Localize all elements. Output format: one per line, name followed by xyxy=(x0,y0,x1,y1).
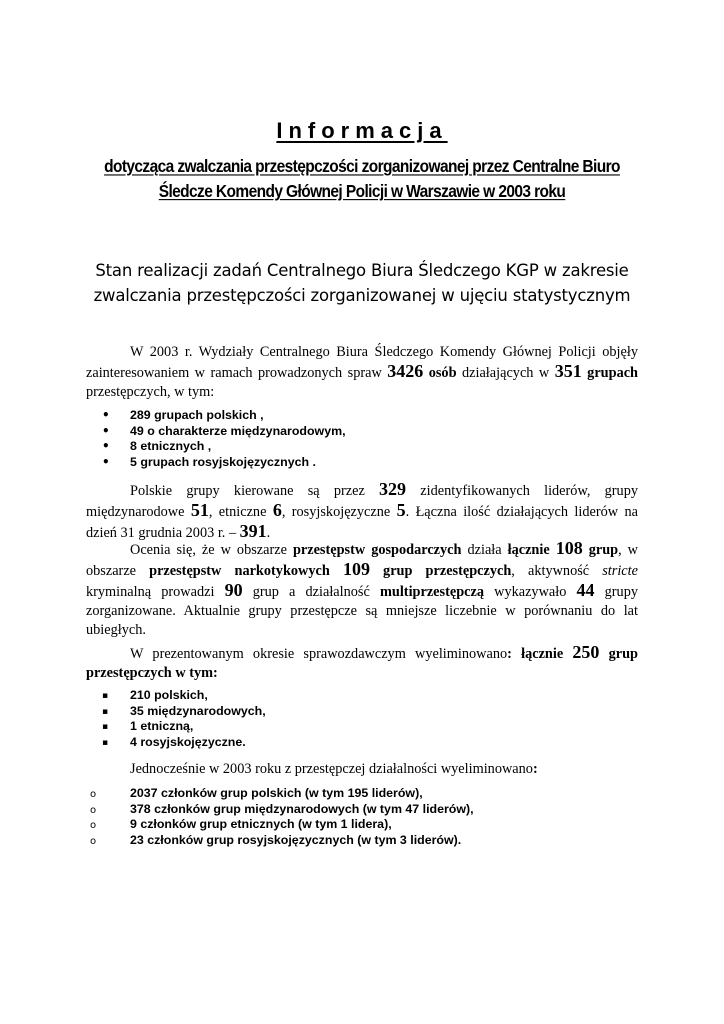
bullet-icon: • xyxy=(102,408,110,422)
list-item xyxy=(86,704,646,720)
text-bold: grup przestępczych xyxy=(369,563,512,579)
text: . xyxy=(266,525,271,541)
number: 90 xyxy=(224,580,243,600)
list-item-text: 23 członków grup rosyjskojęzycznych (w tym 3 liderów). xyxy=(130,833,462,848)
list-item-text: 35 międzynarodowych, xyxy=(130,703,266,718)
list-item xyxy=(86,802,646,818)
list-item-text: 378 członków grup międzynarodowych (w tym 47 liderów), xyxy=(130,801,474,816)
text: W prezentowanym okresie sprawozdawczym wyeliminowano xyxy=(130,646,508,662)
list-item-text: 2037 członków grup polskich (w tym 195 liderów), xyxy=(130,786,423,800)
list-item xyxy=(86,455,646,471)
text: przestępczych, w tym: xyxy=(86,384,215,400)
number: 51 xyxy=(190,500,209,520)
square-bullet-icon: ▪ xyxy=(102,722,109,733)
list-item-text: 8 etnicznych , xyxy=(130,439,212,454)
number: 250 xyxy=(572,642,600,662)
number: 391 xyxy=(239,521,267,541)
section-title-line-2: zwalczania przestępczości zorganizowanej w ujęciu statystycznym xyxy=(93,286,631,305)
list-item xyxy=(86,735,646,751)
list-item xyxy=(86,786,646,802)
text-bold: przestępstw narkotykowych xyxy=(149,563,330,579)
bullet-icon: • xyxy=(102,439,110,454)
number-groups: 351 xyxy=(554,361,582,381)
paragraph-eliminated-groups xyxy=(86,643,638,683)
list-item xyxy=(86,424,646,440)
text: zidentyfikowanych liderów, grupy międzynarodowe xyxy=(86,483,639,520)
list-item-text: 1 etniczną, xyxy=(130,719,194,734)
group-list-2003 xyxy=(86,408,646,471)
number: 6 xyxy=(272,500,282,520)
circle-bullet-icon: o xyxy=(90,836,97,848)
list-item-text: 289 grupach polskich , xyxy=(130,408,264,422)
number: 109 xyxy=(342,559,370,579)
paragraph-intro xyxy=(86,343,638,402)
section-title xyxy=(60,258,664,308)
text-bold: osób xyxy=(423,365,457,381)
list-item-text: 5 grupach rosyjskojęzycznych . xyxy=(130,455,316,470)
circle-bullet-icon: o xyxy=(90,804,97,816)
list-item xyxy=(86,408,646,424)
list-item xyxy=(86,817,646,833)
text-bold: łącznie xyxy=(507,542,550,558)
number-persons: 3426 xyxy=(387,361,424,381)
text: wykazywało xyxy=(483,584,577,600)
text-bold: multiprzestępczą xyxy=(379,584,484,600)
circle-bullet-icon: o xyxy=(90,789,97,800)
text: grup a działalność xyxy=(242,584,380,600)
subtitle-line-1: dotycząca zwalczania przestępczości zorganizowanej przez Centralne Biuro xyxy=(104,157,620,177)
text: Polskie grupy kierowane są przez xyxy=(130,483,380,499)
text: działa xyxy=(461,542,508,558)
number: 108 xyxy=(555,538,583,558)
document-subtitle xyxy=(90,155,634,204)
text-bold: : xyxy=(532,761,538,777)
number: 44 xyxy=(576,580,595,600)
paragraph-areas xyxy=(86,539,638,640)
number: 5 xyxy=(396,500,406,520)
list-item-text: 9 członków grup etnicznych (w tym 1 lidera), xyxy=(130,817,392,832)
text: , w obszarze xyxy=(86,542,638,579)
text: kryminalną prowadzi xyxy=(86,584,225,600)
subtitle-line-2: Śledcze Komendy Głównej Policji w Warszawie w 2003 roku xyxy=(158,182,566,202)
paragraph-leaders xyxy=(86,480,638,543)
text-bold: grup xyxy=(582,542,619,558)
text-bold: przestępstw gospodarczych xyxy=(292,542,462,558)
text: W 2003 r. Wydziały Centralnego Biura Śledczego Komendy Głównej Policji objęły zainteresowaniem w ramach prowadzonych spraw xyxy=(86,344,638,381)
list-item-text: 4 rosyjskojęzyczne. xyxy=(130,735,246,750)
list-item xyxy=(86,439,646,455)
square-bullet-icon: ▪ xyxy=(102,738,109,749)
text: , rosyjskojęzyczne xyxy=(281,504,397,520)
paragraph-eliminated-members xyxy=(86,760,638,779)
text: Jednocześnie w 2003 roku z przestępczej działalności wyeliminowano xyxy=(130,761,533,777)
list-item xyxy=(86,719,646,735)
square-bullet-icon: ▪ xyxy=(102,706,109,717)
text-bold: grupach xyxy=(581,365,639,381)
square-bullet-icon: ▪ xyxy=(102,691,109,701)
circle-bullet-icon: o xyxy=(90,820,97,832)
text: działających w xyxy=(456,365,555,381)
text-italic: stricte xyxy=(602,563,638,579)
bullet-icon: • xyxy=(102,423,110,438)
text: . Łączna ilość działających liderów na dzień 31 grudnia 2003 r. – xyxy=(86,504,638,541)
list-item-text: 210 polskich, xyxy=(130,688,208,702)
text: grupy zorganizowane. Aktualnie grupy przestępcze są mniejsze liczebnie w porównaniu do lat ubiegłych. xyxy=(86,584,638,638)
text-bold: grup przestępczych w tym: xyxy=(86,646,638,681)
number: 329 xyxy=(379,479,407,499)
list-item xyxy=(86,688,646,704)
eliminated-groups-list xyxy=(86,688,646,751)
bullet-icon: • xyxy=(102,455,110,470)
text: , aktywność xyxy=(511,563,603,579)
section-title-line-1: Stan realizacji zadań Centralnego Biura Śledczego KGP w zakresie xyxy=(95,261,629,280)
list-item-text: 49 o charakterze międzynarodowym, xyxy=(130,423,346,438)
text-bold: : łącznie xyxy=(507,646,573,662)
eliminated-members-list xyxy=(86,786,646,849)
text: Ocenia się, że w obszarze xyxy=(130,542,293,558)
text: , etniczne xyxy=(208,504,273,520)
document-title: Informacja xyxy=(276,118,448,143)
list-item xyxy=(86,833,646,849)
